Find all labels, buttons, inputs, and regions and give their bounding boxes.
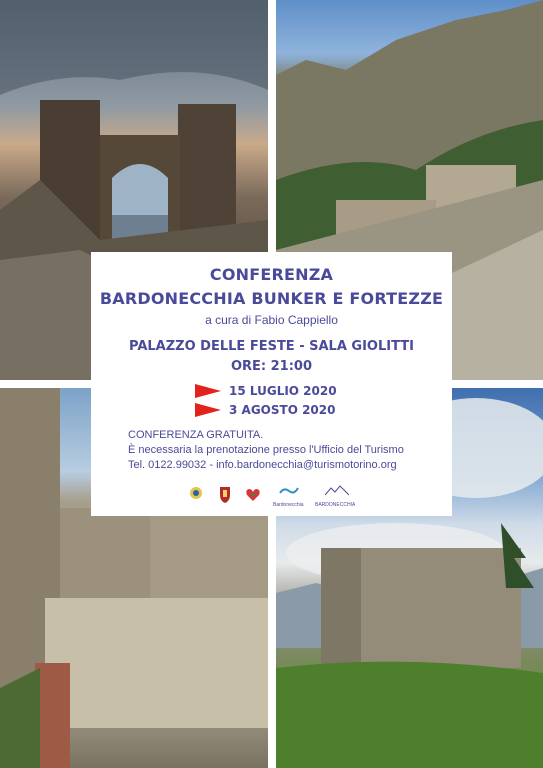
mountain-logo-icon bbox=[325, 485, 349, 496]
venue-line: PALAZZO DELLE FESTE - SALA GIOLITTI bbox=[129, 339, 414, 354]
municipal-crest-logo-icon bbox=[189, 485, 203, 507]
bardonecchia-mountain-logo bbox=[315, 485, 359, 507]
title-line-2: BARDONECCHIA BUNKER E FORTEZZE bbox=[99, 289, 444, 308]
date-row-2 bbox=[195, 402, 335, 418]
info-booking-line: È necessaria la prenotazione presso l'Ufficio del Turismo bbox=[128, 444, 404, 456]
sponsor-logos bbox=[189, 485, 359, 507]
date-2: 3 AGOSTO 2020 bbox=[229, 403, 336, 417]
time-line: ORE: 21:00 bbox=[230, 359, 313, 374]
date-row-1 bbox=[195, 383, 337, 399]
date-1: 15 LUGLIO 2020 bbox=[229, 384, 337, 398]
event-info-panel bbox=[91, 252, 452, 516]
heart-logo-icon bbox=[245, 485, 261, 507]
info-free-line: CONFERENZA GRATUITA. bbox=[128, 429, 264, 441]
title-line-1: CONFERENZA bbox=[209, 265, 334, 284]
red-flag-icon bbox=[195, 384, 221, 398]
bardonecchia-wave-logo bbox=[273, 485, 309, 507]
bardonecchia-caps-logo-text: BARDONECCHIA bbox=[315, 502, 356, 508]
info-contact-line: Tel. 0122.99032 - info.bardonecchia@turismotorino.org bbox=[128, 459, 397, 471]
bardonecchia-logo-text: Bardonecchia bbox=[273, 502, 304, 508]
wave-logo-icon bbox=[279, 485, 299, 497]
curator-line: a cura di Fabio Cappiello bbox=[205, 313, 338, 327]
coat-of-arms-logo-icon bbox=[219, 485, 231, 507]
red-flag-icon bbox=[195, 403, 221, 417]
